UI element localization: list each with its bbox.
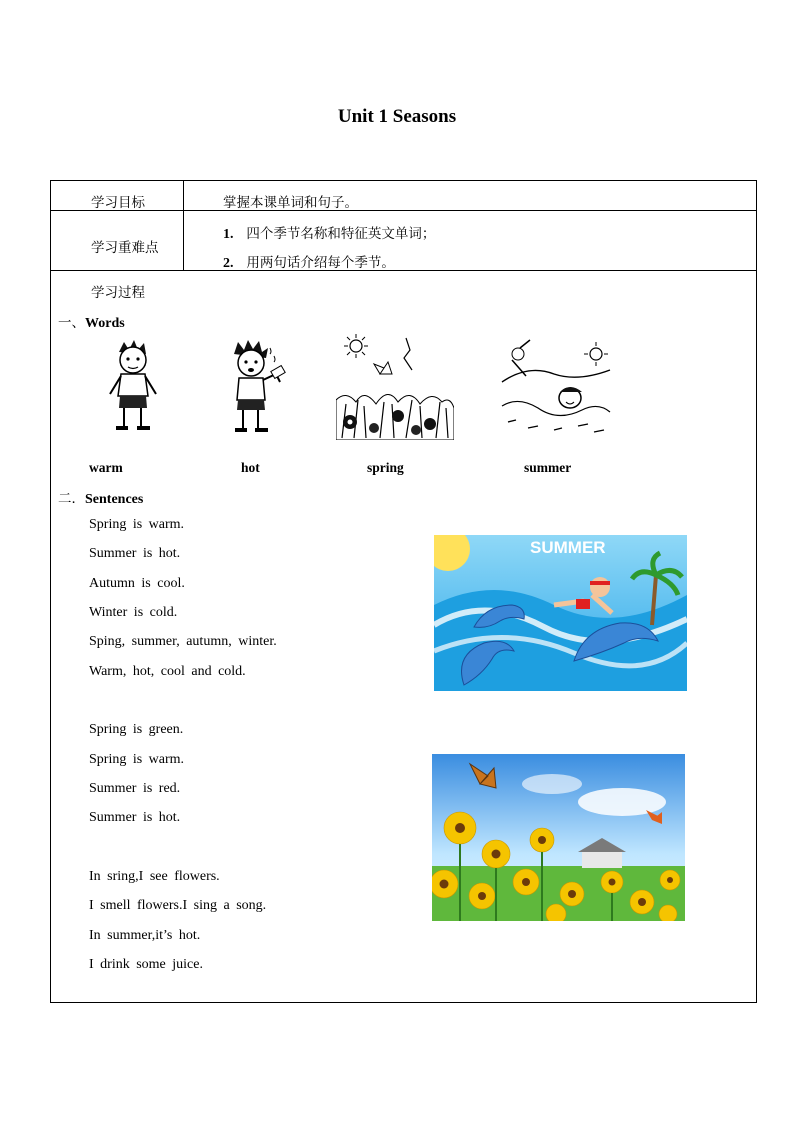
sentence: Sping, summer, autumn, winter.: [89, 634, 277, 649]
sentence: Summer is red.: [89, 781, 181, 796]
hot-boy-illustration: [222, 338, 288, 438]
goal-text: 掌握本课单词和句子。: [223, 195, 358, 211]
difficulty-item: 1. 四个季节名称和特征英文单词；: [223, 226, 436, 242]
process-label: 学习过程: [91, 285, 145, 301]
warm-boy-illustration: [104, 338, 162, 438]
spring-garden-illustration: [336, 330, 454, 440]
sentence: I smell flowers.I sing a song.: [89, 898, 267, 913]
svg-text:SUMMER: SUMMER: [530, 538, 606, 557]
difficulty-item: 2. 用两句话介绍每个季节。: [223, 255, 395, 271]
section-words-heading: 一、Words: [58, 315, 125, 331]
goal-label: 学习目标: [91, 195, 145, 211]
section-sentences-heading: 二．Sentences: [58, 491, 144, 507]
sentence: Summer is hot.: [89, 546, 181, 561]
summer-poster-image: [434, 535, 687, 691]
sentence: Spring is warm.: [89, 752, 185, 767]
sentence: Winter is cold.: [89, 605, 178, 620]
sentence: Spring is green.: [89, 722, 184, 737]
difficulty-label: 学习重难点: [91, 240, 159, 256]
sentence: Spring is warm.: [89, 517, 185, 532]
word-label: warm: [89, 460, 123, 475]
column-divider: [183, 181, 184, 270]
sentence: Summer is hot.: [89, 810, 181, 825]
document-title: Unit 1 Seasons: [337, 106, 457, 127]
spring-flowers-image: [432, 754, 685, 921]
row-divider: [51, 270, 756, 271]
word-label: hot: [241, 460, 260, 475]
sentence: Warm, hot, cool and cold.: [89, 664, 246, 679]
sentence: Autumn is cool.: [89, 576, 185, 591]
sentence: In summer,it’s hot.: [89, 928, 201, 943]
sentence: In sring,I see flowers.: [89, 869, 220, 884]
word-label: summer: [524, 460, 572, 475]
row-divider: [51, 210, 756, 211]
word-label: spring: [367, 460, 404, 475]
summer-swimming-illustration: [498, 330, 612, 440]
sentence: I drink some juice.: [89, 957, 203, 972]
